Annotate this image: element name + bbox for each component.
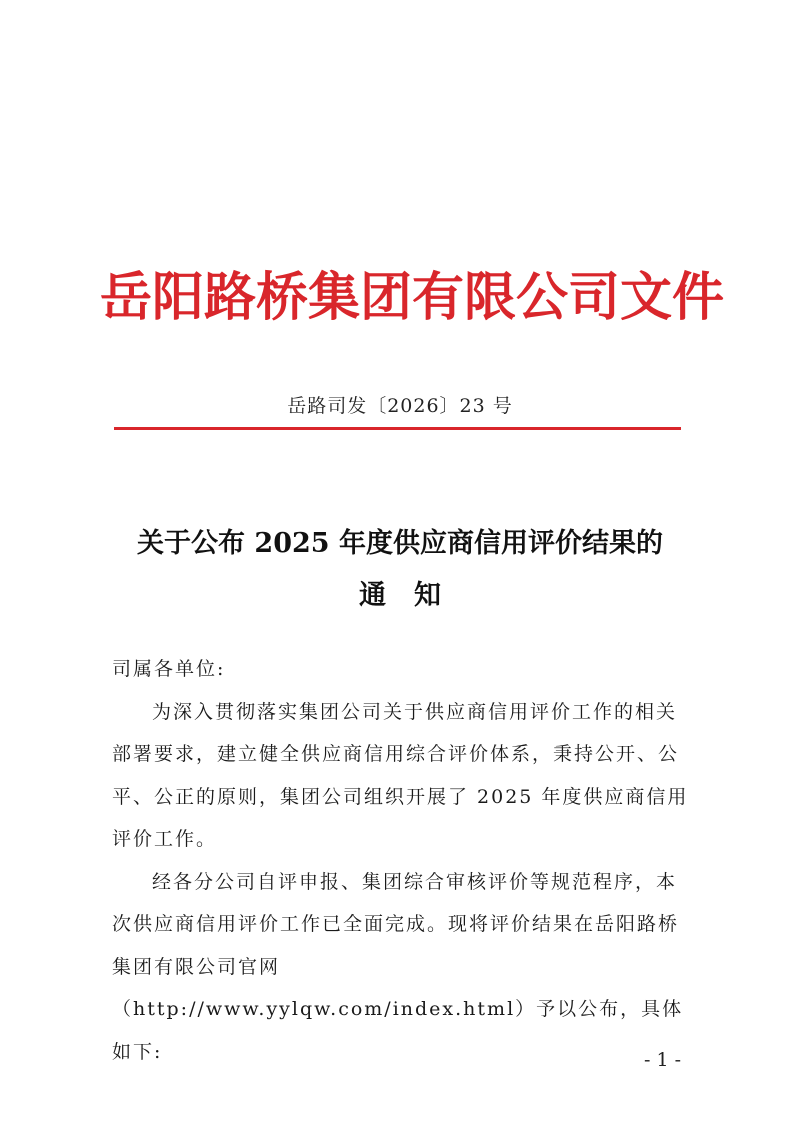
notice-title-line2: 通知: [359, 580, 469, 611]
organization-header-title: 岳阳路桥集团有限公司文件: [100, 268, 725, 328]
red-divider-line: [114, 427, 681, 430]
page-number: - 1 -: [644, 1049, 682, 1071]
notice-title: [90, 518, 710, 622]
notice-title-line1: 关于公布 2025 年度供应商信用评价结果的: [137, 528, 663, 559]
notice-body: [112, 648, 690, 1073]
salutation: 司属各单位:: [112, 658, 226, 680]
body-paragraph-2: 经各分公司自评申报、集团综合审核评价等规范程序，本次供应商信用评价工作已全面完成。现将评价结果在岳阳路桥集团有限公司官网（http://www.yylqw.com/index.html）予以公布，具体如下:: [112, 870, 684, 1063]
document-number: 岳路司发〔2026〕23 号: [287, 395, 513, 417]
body-paragraph-1: 为深入贯彻落实集团公司关于供应商信用评价工作的相关部署要求，建立健全供应商信用综合评价体系，秉持公开、公平、公正的原则，集团公司组织开展了 2025 年度供应商信用评价工作。: [112, 700, 689, 850]
